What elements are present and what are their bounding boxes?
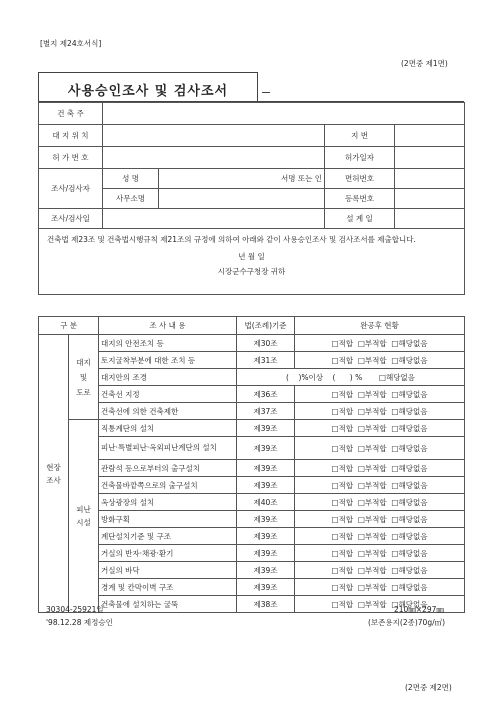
law-reference: 제39조 [237, 545, 295, 562]
date-field[interactable] [103, 209, 325, 229]
law-reference: 제39조 [237, 437, 295, 460]
inspection-item: 관람석 등으로부터의 출구설치 [99, 460, 237, 477]
approval-date: '98.12.28 제정승인 [46, 618, 113, 627]
status-checkboxes[interactable]: □적합 □부적합 □해당없음 [295, 335, 465, 352]
reg-field[interactable] [395, 189, 465, 209]
law-reference: 제36조 [237, 386, 295, 403]
form-code: 30304-25921일 [46, 605, 104, 614]
header-status: 완공후 현황 [295, 317, 465, 335]
status-checkboxes[interactable]: □적합 □부적합 □해당없음 [295, 562, 465, 579]
owner-field[interactable] [103, 103, 465, 125]
license-label: 면허번호 [325, 169, 395, 189]
title-mark [262, 92, 270, 93]
inspection-item: 계단설치기준 및 구조 [99, 528, 237, 545]
inspection-item: 건축물에 설치하는 굴뚝 [99, 596, 237, 613]
inspection-item: 대지의 안전조치 등 [99, 335, 237, 352]
law-reference: 제40조 [237, 494, 295, 511]
law-reference: 제39조 [237, 477, 295, 494]
designer-field[interactable] [395, 209, 465, 229]
law-reference: 제39조 [237, 579, 295, 596]
inspection-item: 거실의 바닥 [99, 562, 237, 579]
date-label: 조사/검사일 [39, 209, 103, 229]
law-reference: 제39조 [237, 562, 295, 579]
law-reference: 제39조 [237, 511, 295, 528]
status-checkboxes[interactable]: □적합 □부적합 □해당없음 [295, 528, 465, 545]
license-field[interactable] [395, 169, 465, 189]
site-field[interactable] [103, 125, 325, 147]
inspection-item: 건축선 지정 [99, 386, 237, 403]
ratio-field[interactable]: ( )%이상 ( ) % □해당없음 [237, 369, 465, 386]
reg-label: 등록번호 [325, 189, 395, 209]
designer-label: 설 계 일 [325, 209, 395, 229]
page-title: 사용승인조사 및 검사조서 [67, 84, 229, 99]
form-number: [별지 제24호서식] [40, 39, 102, 48]
law-reference: 제30조 [237, 335, 295, 352]
inspection-item: 경계 및 칸막이벽 구조 [99, 579, 237, 596]
inspector-label: 조사/검사자 [39, 169, 103, 209]
status-checkboxes[interactable]: □적합 □부적합 □해당없음 [295, 579, 465, 596]
paper-size: 210㎜×297㎜ [394, 605, 444, 614]
lot-field[interactable] [395, 125, 465, 147]
status-checkboxes[interactable]: □적합 □부적합 □해당없음 [295, 460, 465, 477]
status-checkboxes[interactable]: □적합 □부적합 □해당없음 [295, 494, 465, 511]
owner-label: 건 축 주 [39, 103, 103, 125]
inspection-item: 피난·특별피난·옥외피난계단의 설치 [99, 437, 237, 460]
inspection-item: 방화구획 [99, 511, 237, 528]
inspection-item: 대지안의 조경 [99, 369, 237, 386]
law-reference: 제39조 [237, 420, 295, 437]
statement-cell [39, 229, 465, 295]
group-site-survey: 현장 조사 [39, 335, 69, 613]
permit-date-field[interactable] [395, 147, 465, 169]
header-content: 조 사 내 용 [99, 317, 237, 335]
permit-no-label: 허 가 번 호 [39, 147, 103, 169]
law-reference: 제38조 [237, 596, 295, 613]
title-box [38, 72, 258, 102]
lot-label: 지 번 [325, 125, 395, 147]
page-2-indicator: (2면중 제2면) [405, 683, 452, 692]
status-checkboxes[interactable]: □적합 □부적합 □해당없음 [295, 545, 465, 562]
permit-date-label: 허가일자 [325, 147, 395, 169]
header-category: 구 분 [39, 317, 99, 335]
inspection-item: 옥상광장의 설치 [99, 494, 237, 511]
statement-recipient: 시장군수구청장 귀하 [217, 267, 286, 276]
subgroup-evacuation: 피난 시설 [69, 420, 99, 613]
info-table [38, 102, 465, 295]
status-checkboxes[interactable]: □적합 □부적합 □해당없음 [295, 477, 465, 494]
law-reference: 제39조 [237, 460, 295, 477]
sign-label: 서명 또는 인 [159, 169, 325, 189]
inspection-item: 거실의 반자·채광·환기 [99, 545, 237, 562]
office-field[interactable] [159, 189, 325, 209]
inspection-item: 토지굴착부분에 대한 조치 등 [99, 352, 237, 369]
inspection-table [38, 316, 465, 613]
inspection-item: 건축물바깥쪽으로의 출구설치 [99, 477, 237, 494]
subgroup-land-road: 대지 및 도로 [69, 335, 99, 420]
paper-type: (보존용지(2종)70g/㎡) [368, 618, 446, 627]
status-checkboxes[interactable]: □적합 □부적합 □해당없음 [295, 352, 465, 369]
law-reference: 제31조 [237, 352, 295, 369]
site-label: 대 지 위 치 [39, 125, 103, 147]
name-label: 성 명 [103, 169, 159, 189]
office-label: 사무소명 [103, 189, 159, 209]
permit-no-field[interactable] [103, 147, 325, 169]
inspection-item: 직통계단의 설치 [99, 420, 237, 437]
status-checkboxes[interactable]: □적합 □부적합 □해당없음 [295, 511, 465, 528]
header-law: 법(조례)기준 [237, 317, 295, 335]
status-checkboxes[interactable]: □적합 □부적합 □해당없음 [295, 420, 465, 437]
law-reference: 제37조 [237, 403, 295, 420]
status-checkboxes[interactable]: □적합 □부적합 □해당없음 [295, 437, 465, 460]
inspection-item: 건축선에 의한 건축제한 [99, 403, 237, 420]
status-checkboxes[interactable]: □적합 □부적합 □해당없음 [295, 596, 465, 613]
statement-text: 건축법 제23조 및 건축법시행규칙 제21조의 규정에 의하여 아래와 같이 사용승인조사 및 검사조서를 제출합니다. [47, 235, 416, 244]
page-indicator: (2면중 제1면) [401, 59, 448, 68]
status-checkboxes[interactable]: □적합 □부적합 □해당없음 [295, 403, 465, 420]
status-checkboxes[interactable]: □적합 □부적합 □해당없음 [295, 386, 465, 403]
law-reference: 제39조 [237, 528, 295, 545]
statement-date: 년 월 일 [238, 252, 265, 261]
